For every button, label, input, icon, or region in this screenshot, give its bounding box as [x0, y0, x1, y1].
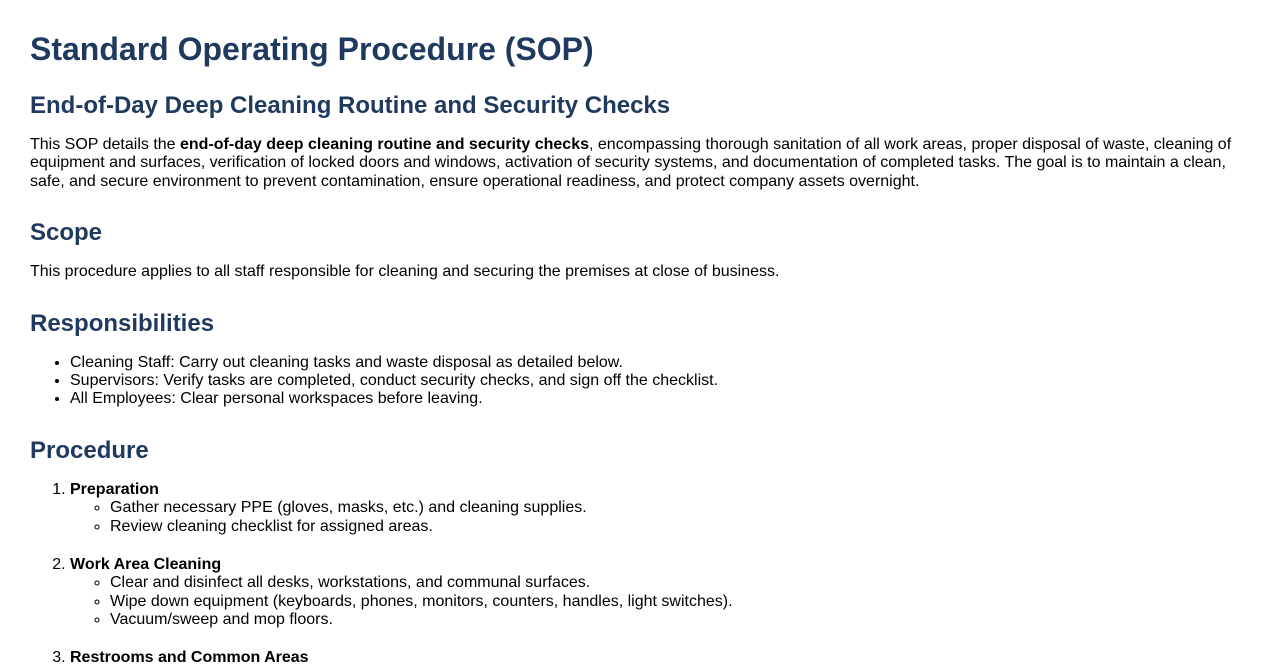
intro-text-before: This SOP details the	[30, 136, 180, 153]
procedure-step-title: Restrooms and Common Areas	[70, 649, 309, 667]
procedure-step-preparation	[70, 481, 1233, 536]
procedure-substep: ◦ Wipe down equipment (keyboards, phones, monitors, counters, handles, light switches).	[110, 593, 1233, 611]
procedure-substep-list	[70, 574, 1233, 629]
page-title: Standard Operating Procedure (SOP)	[30, 31, 594, 67]
intro-bold-phrase: end-of-day deep cleaning routine and security checks	[180, 136, 589, 153]
procedure-substep: ◦ Clear and disinfect all desks, workstations, and communal surfaces.	[110, 574, 1233, 592]
section-heading-scope: Scope	[30, 219, 103, 247]
responsibilities-list	[30, 354, 1233, 409]
intro-text-after: , encompassing thorough sanitation of all work areas, proper disposal of waste, cleaning of equipment and surfaces, verification of locked doors and windows, activation of security systems, and documentation of completed tasks. The goal is to maintain a clean, safe, and secure environment to prevent contamination, ensure operational readiness, and protect company assets overnight.	[30, 136, 1232, 190]
procedure-substep-list	[70, 499, 1233, 536]
procedure-substep: ◦ Vacuum/sweep and mop floors.	[110, 611, 1233, 629]
procedure-list	[30, 481, 1233, 668]
procedure-substep: ◦ Review cleaning checklist for assigned areas.	[110, 518, 1233, 536]
scope-paragraph: This procedure applies to all staff responsible for cleaning and securing the premises at close of business.	[30, 263, 780, 281]
section-heading-procedure: Procedure	[30, 436, 149, 464]
procedure-step-work-area-cleaning	[70, 556, 1233, 630]
section-heading-responsibilities: Responsibilities	[30, 309, 215, 337]
procedure-step-restrooms-and-common-areas	[70, 649, 1233, 667]
responsibility-item-all-employees: • All Employees: Clear personal workspaces before leaving.	[70, 390, 1233, 408]
responsibility-item-supervisors: • Supervisors: Verify tasks are completed, conduct security checks, and sign off the checklist.	[70, 372, 1233, 390]
intro-paragraph	[30, 136, 1233, 191]
procedure-step-title: Preparation	[70, 480, 159, 498]
procedure-step-title: Work Area Cleaning	[70, 555, 222, 573]
document-subtitle: End-of-Day Deep Cleaning Routine and Security Checks	[30, 92, 671, 119]
procedure-substep: ◦ Gather necessary PPE (gloves, masks, etc.) and cleaning supplies.	[110, 499, 1233, 517]
responsibility-item-cleaning-staff: • Cleaning Staff: Carry out cleaning tasks and waste disposal as detailed below.	[70, 354, 1233, 372]
